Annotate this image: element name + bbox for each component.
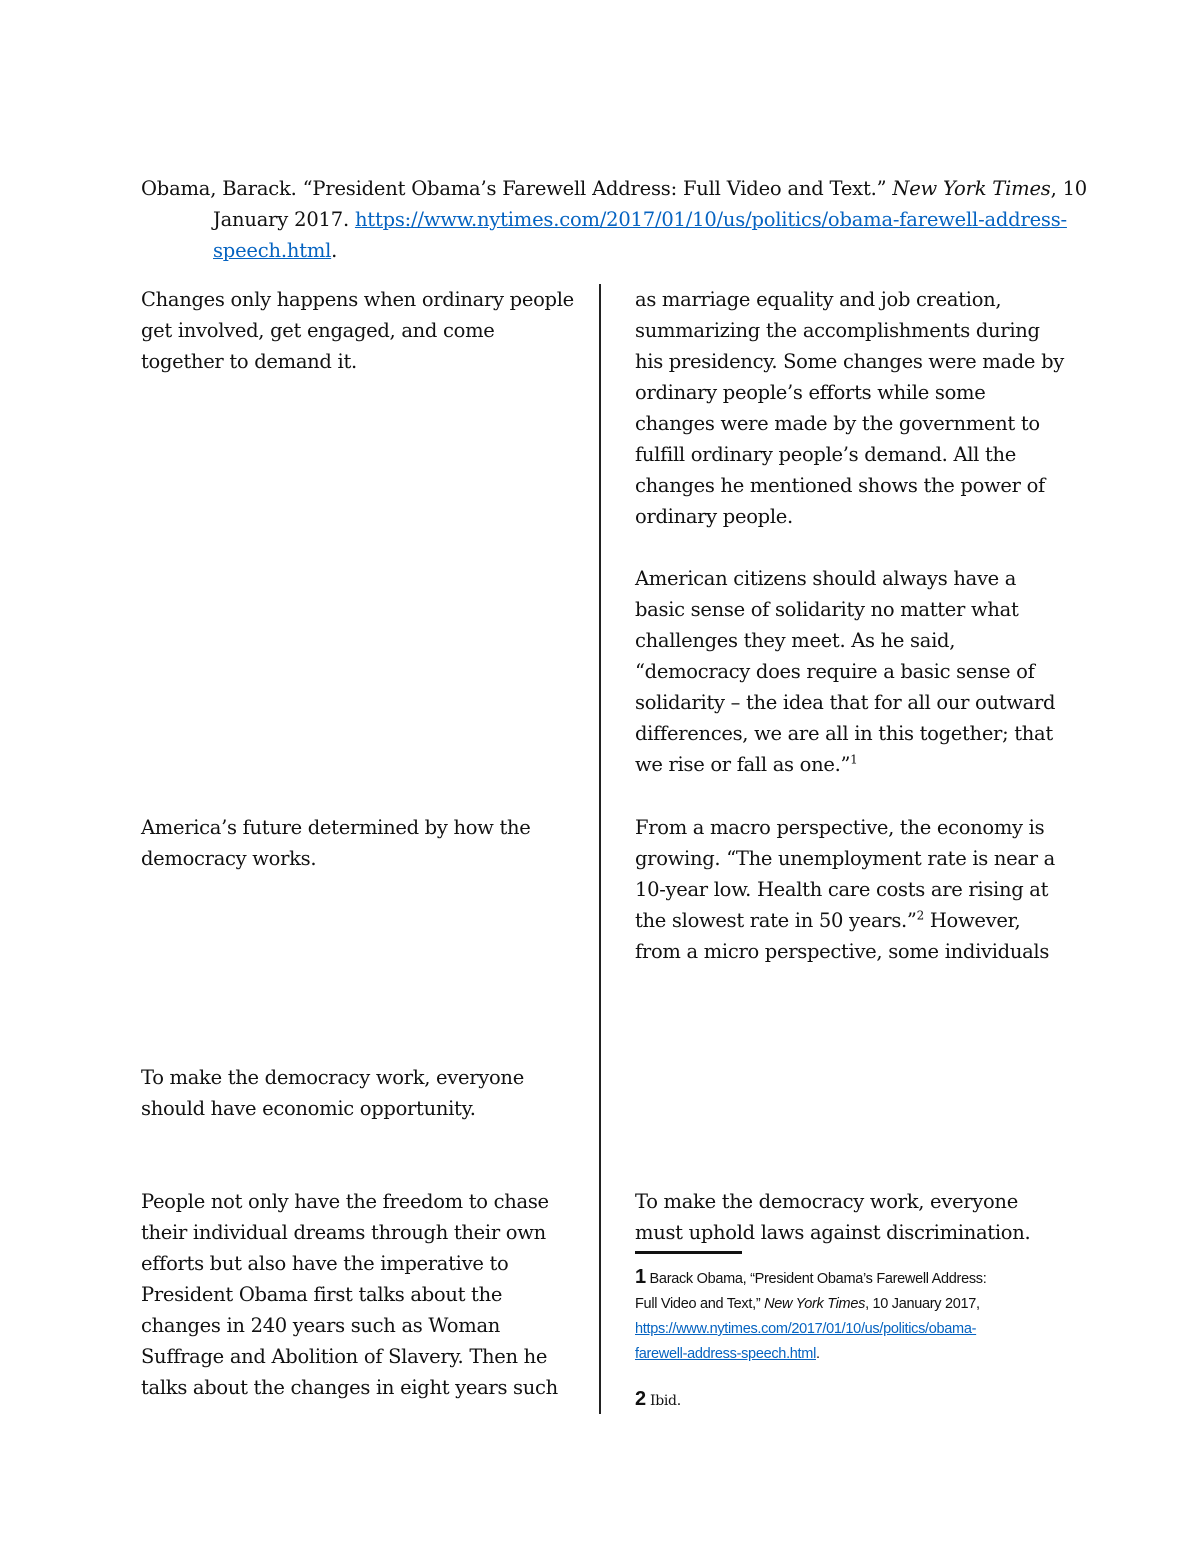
quote-end: we rise or fall as one.”	[635, 753, 851, 776]
right-note-3	[635, 812, 1065, 967]
footnote-text: Ibid.	[645, 1393, 681, 1409]
text-line: from a micro perspective, some individuals	[635, 940, 1050, 963]
text-line: as marriage equality and job creation,	[635, 288, 1002, 311]
text-line: his presidency. Some changes were made by	[635, 350, 1064, 373]
footnote-ref-1[interactable]: 1	[850, 752, 858, 767]
footnote-ref-2[interactable]: 2	[916, 908, 924, 923]
quote-end: the slowest rate in 50 years.”	[635, 909, 917, 932]
footnote-1	[635, 1265, 1065, 1367]
column-divider	[599, 284, 601, 1414]
bibliography-citation	[141, 173, 1118, 266]
footnote-text: Full Video and Text,”	[635, 1296, 765, 1312]
right-note-2	[635, 563, 1065, 780]
left-note-1	[141, 284, 579, 377]
text-line: together to demand it.	[141, 350, 357, 373]
text-line	[635, 1265, 1065, 1292]
text-line: get involved, get engaged, and come	[141, 319, 495, 342]
citation-url-part2: address-speech.html	[213, 208, 1067, 262]
right-note-1	[635, 284, 1065, 532]
citation-end: .	[331, 239, 338, 262]
text-line: talks about the changes in eight years such	[141, 1376, 558, 1399]
text-line: American citizens should always have a	[635, 567, 1017, 590]
text-line: changes in 240 years such as Woman	[141, 1314, 501, 1337]
text-continuation: However,	[923, 909, 1021, 932]
text-line	[635, 1292, 1065, 1317]
text-line: challenges they meet. As he said,	[635, 629, 956, 652]
text-line	[635, 749, 1065, 780]
text-line: America’s future determined by how the	[141, 816, 531, 839]
citation-date: , 10 January 2017.	[213, 177, 1088, 231]
text-line: Suffrage and Abolition of Slavery. Then he	[141, 1345, 548, 1368]
text-line: Changes only happens when ordinary people	[141, 288, 574, 311]
text-line: fulfill ordinary people’s demand. All the	[635, 443, 1017, 466]
text-line	[635, 905, 1065, 936]
right-note-4	[635, 1186, 1065, 1248]
text-line: ordinary people.	[635, 505, 793, 528]
text-line: People not only have the freedom to chase	[141, 1190, 549, 1213]
text-line: From a macro perspective, the economy is	[635, 816, 1045, 839]
left-note-2	[141, 812, 579, 874]
text-line: 10-year low. Health care costs are rising at	[635, 878, 1049, 901]
text-line: basic sense of solidarity no matter what	[635, 598, 1019, 621]
citation-url-part1: https://www.nytimes.com/2017/01/10/us/politics/obama-farewell-	[354, 208, 985, 231]
text-line: differences, we are all in this together; that	[635, 722, 1053, 745]
text-line: “democracy does require a basic sense of	[635, 660, 1035, 683]
text-line: changes he mentioned shows the power of	[635, 474, 1045, 497]
left-note-3	[141, 1062, 579, 1124]
footnote-publication: New York Times	[764, 1296, 866, 1312]
citation-publication: New York Times	[892, 177, 1051, 200]
text-line: changes were made by the government to	[635, 412, 1040, 435]
text-line: efforts but also have the imperative to	[141, 1252, 509, 1275]
text-line: ordinary people’s efforts while some	[635, 381, 986, 404]
text-line: their individual dreams through their own	[141, 1221, 546, 1244]
citation-text: Obama, Barack. “President Obama’s Farewell Address: Full Video and Text.”	[141, 177, 893, 200]
left-note-4	[141, 1186, 579, 1403]
text-line: growing. “The unemployment rate is near a	[635, 847, 1055, 870]
text-line: President Obama first talks about the	[141, 1283, 503, 1306]
text-line: solidarity – the idea that for all our outward	[635, 691, 1056, 714]
footnote-separator	[635, 1251, 742, 1254]
text-line: should have economic opportunity.	[141, 1097, 476, 1120]
footnote-url-part1: https://www.nytimes.com/2017/01/10/us/politics/obama-	[635, 1321, 977, 1337]
footnote-text: , 10 January 2017,	[865, 1296, 980, 1312]
footnote-2	[635, 1387, 1065, 1414]
footnote-number: 1	[635, 1266, 646, 1288]
text-line: must uphold laws against discrimination.	[635, 1221, 1031, 1244]
text-line: democracy works.	[141, 847, 317, 870]
footnote-link[interactable]	[635, 1317, 1065, 1362]
text-line: To make the democracy work, everyone	[635, 1190, 1018, 1213]
footnote-url-part2: farewell-address-speech.html	[635, 1346, 816, 1362]
footnote-text: Barack Obama, “President Obama’s Farewell Address:	[645, 1271, 987, 1287]
footnote-end: .	[816, 1346, 820, 1362]
footnote-number: 2	[635, 1388, 646, 1410]
text-line: summarizing the accomplishments during	[635, 319, 1040, 342]
text-line: To make the democracy work, everyone	[141, 1066, 524, 1089]
